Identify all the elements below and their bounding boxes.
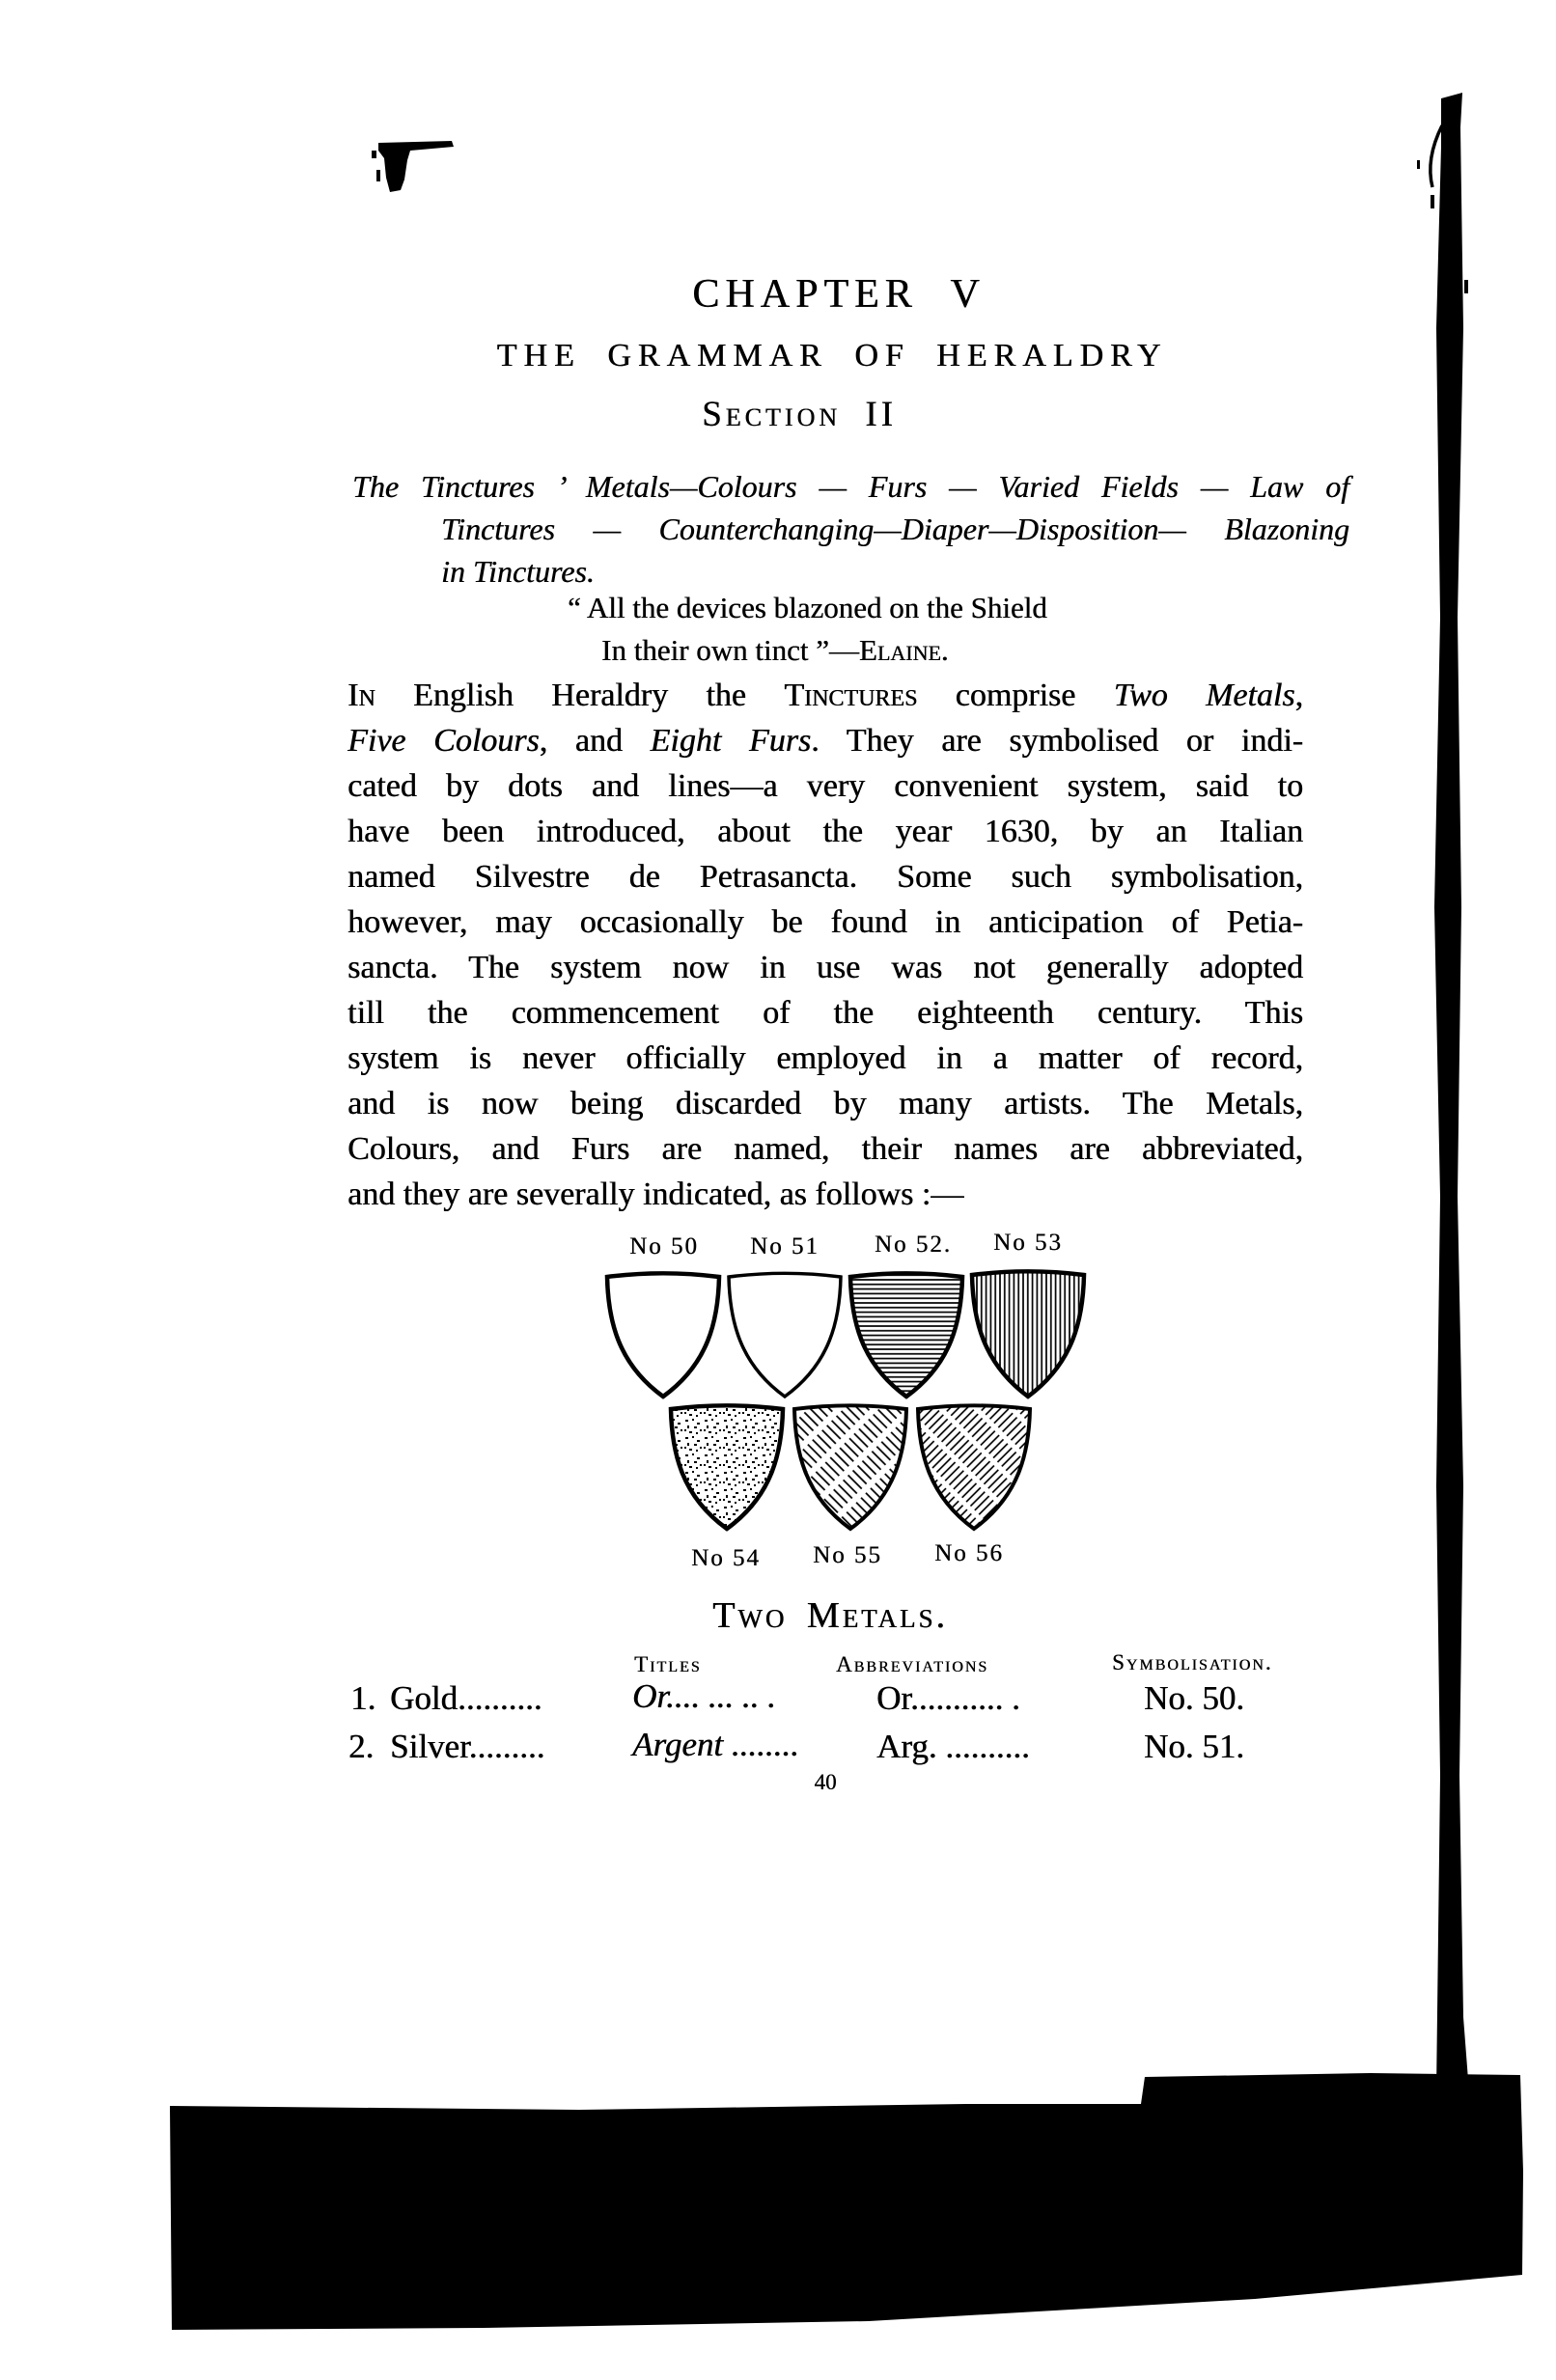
text-segment: , and [539,723,651,759]
metal-abbr: Arg. .......... [876,1728,1030,1765]
text-segment: Eight Furs [650,723,812,759]
shield-label-52: No 52. [874,1232,953,1258]
shield-label-51: No 51 [750,1233,820,1259]
metal-name: Silver......... [390,1728,545,1765]
body-line [347,945,1303,990]
chapter-heading: CHAPTER V [692,272,986,317]
row-number: 1. [350,1679,376,1717]
shield-label-56: No 56 [934,1540,1004,1566]
shield-no-51 [722,1268,847,1403]
quotation-attribution: Elaine. [858,633,949,667]
text-segment: sancta. The system now in use was not generally adopted [347,950,1303,985]
metal-symbol: No. 51. [1144,1728,1245,1765]
metal-name: Gold.......... [390,1679,542,1717]
text-segment: till the commencement of the eighteenth century. This [347,995,1303,1031]
body-line [347,763,1303,809]
quotation-line-1: “ All the devices blazoned on the Shield [568,591,1047,624]
page-title: THE GRAMMAR OF HERALDRY [496,338,1168,374]
quotation-text: In their own tinct ”— [601,633,859,667]
scan-bottom-shadow [154,2054,1556,2343]
text-segment: . They are symbolised or indi- [811,723,1303,759]
text-segment: have been introduced, about the year 1630, by an Italian [347,814,1303,849]
body-paragraph [347,673,1303,1217]
body-line [347,854,1303,899]
shield-no-55 [788,1400,913,1536]
argument-block [352,465,1349,593]
argument-line: Tinctures — Counterchanging—Diaper—Disposition— Blazoning [441,512,1349,546]
body-line [347,899,1303,945]
text-segment: however, may occasionally be found in anticipation of Petia- [347,904,1303,940]
body-line [347,718,1303,763]
body-line [347,1172,1303,1217]
shield-label-55: No 55 [813,1542,882,1568]
argument-line: The Tinctures ’ Metals—Colours — Furs — Varied Fields — Law of [352,469,1349,504]
text-segment: Tinctures [784,678,918,713]
body-line [347,673,1303,718]
text-segment: English Heraldry the [375,678,785,713]
text-segment: Colours, and Furs are named, their names are abbreviated, [347,1131,1303,1167]
column-header-titles: Titles [634,1652,702,1676]
shield-label-53: No 53 [993,1230,1063,1256]
text-segment: system is never officially employed in a matter of record, [347,1040,1303,1076]
metal-abbr: Or........... . [876,1679,1020,1717]
argument-line: in Tinctures. [441,554,595,589]
text-segment: named Silvestre de Petrasancta. Some such symbolisation, [347,859,1303,895]
text-segment: comprise [917,678,1114,713]
body-line [347,809,1303,854]
shield-no-52 [844,1268,969,1403]
text-segment: Five Colours [347,723,540,759]
text-segment: and is now being discarded by many artists. The Metals, [347,1086,1303,1121]
body-line [347,990,1303,1036]
column-header-symbolisation: Symbolisation. [1112,1650,1273,1674]
metal-title: Argent ........ [632,1726,799,1763]
shield-label-54: No 54 [691,1545,761,1571]
ink-blotch [362,133,478,210]
text-segment: cated by dots and lines—a very convenient system, said to [347,768,1303,804]
metals-heading: Two Metals. [712,1595,948,1636]
shield-no-54 [664,1400,790,1536]
metal-title: Or.... ... .. . [632,1677,776,1715]
page-number: 40 [814,1770,837,1794]
body-line [347,1126,1303,1172]
shield-no-53 [965,1266,1091,1403]
body-line [347,1081,1303,1126]
shield-label-50: No 50 [629,1233,699,1259]
shield-no-50 [600,1268,726,1403]
quotation-line-2 [601,629,949,672]
column-header-abbreviations: Abbreviations [836,1652,989,1676]
scan-gutter-bar [1417,87,1485,2094]
shield-no-56 [911,1400,1037,1536]
text-segment: , [1294,678,1303,713]
metal-symbol: No. 50. [1144,1679,1245,1717]
text-segment: and they are severally indicated, as follows :— [347,1176,964,1212]
body-line [347,1036,1303,1081]
text-segment: In [347,678,375,713]
row-number: 2. [348,1728,375,1765]
section-heading: Section II [702,395,897,434]
text-segment: Two Metals [1113,678,1295,713]
